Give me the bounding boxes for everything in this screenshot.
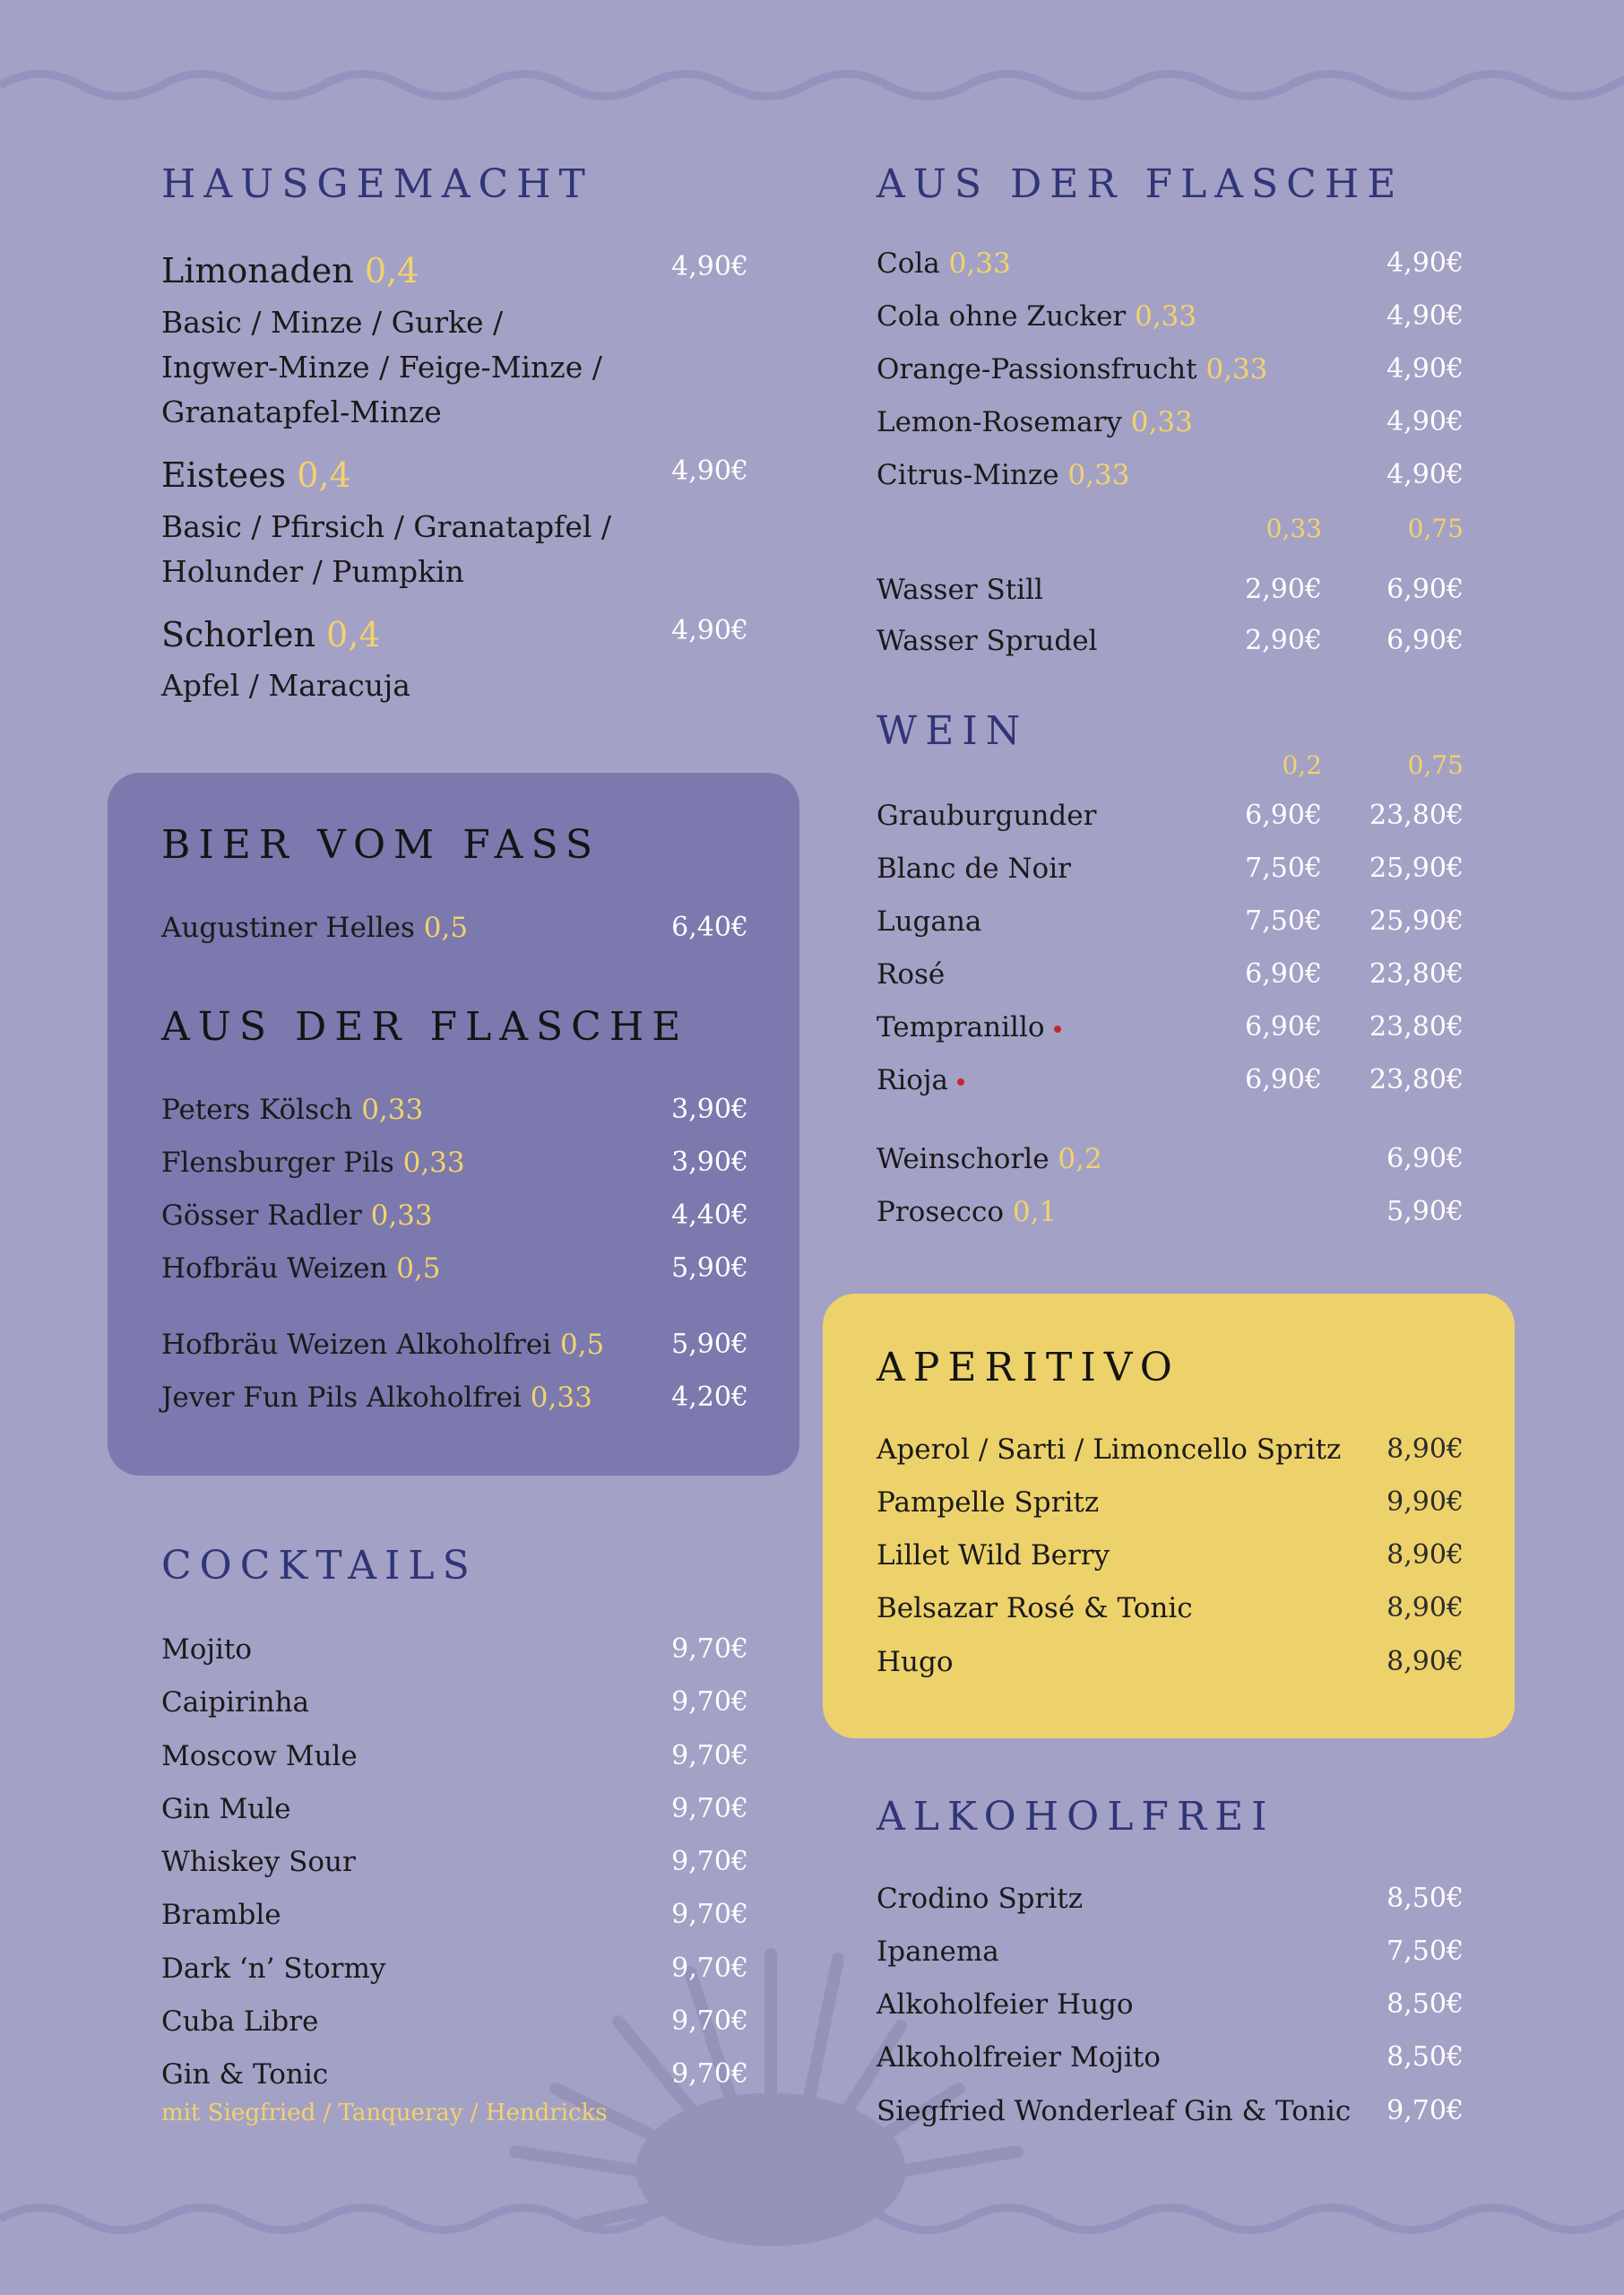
item-price: 4,90€ bbox=[671, 251, 748, 282]
menu-item-cola bbox=[877, 247, 1464, 283]
menu-item-siegfried-wonderleaf: Siegfried Wonderleaf Gin & Tonic 9,70€ bbox=[877, 2095, 1464, 2127]
item-price: 6,90€ bbox=[1386, 1143, 1464, 1174]
menu-item-orange-passionsfrucht bbox=[877, 353, 1464, 389]
item-price: 9,90€ bbox=[1386, 1486, 1464, 1518]
size-small: 0,2 bbox=[1282, 750, 1322, 780]
item-name: Gösser Radler bbox=[161, 1199, 362, 1232]
item-price: 5,90€ bbox=[671, 1329, 748, 1360]
item-price: 5,90€ bbox=[1386, 1196, 1464, 1227]
red-wine-dot-icon bbox=[1054, 1026, 1061, 1033]
item-size: 0,33 bbox=[361, 1094, 424, 1126]
top-wave bbox=[0, 74, 1624, 97]
item-price: 9,70€ bbox=[671, 1633, 748, 1665]
item-size: 0,33 bbox=[1205, 353, 1268, 385]
item-size: 0,4 bbox=[364, 251, 419, 290]
menu-item-citrus-minze bbox=[877, 459, 1464, 495]
menu-item-lugana: Lugana 7,50€ 25,90€ bbox=[877, 905, 1464, 938]
menu-item-alkoholfreier-hugo: Alkoholfeier Hugo 8,50€ bbox=[877, 1988, 1464, 2021]
menu-item-flensburger bbox=[161, 1147, 748, 1182]
hausgemacht-heading: HAUSGEMACHT bbox=[161, 161, 593, 207]
menu-item-blanc-de-noir: Blanc de Noir 7,50€ 25,90€ bbox=[877, 853, 1464, 885]
limonaden-flavors bbox=[161, 300, 602, 435]
item-price: 9,70€ bbox=[671, 1740, 748, 1771]
size-small: 0,33 bbox=[1266, 514, 1322, 543]
item-name: Weinschorle bbox=[877, 1143, 1050, 1175]
item-price: 9,70€ bbox=[671, 2005, 748, 2037]
item-price: 4,90€ bbox=[1386, 353, 1464, 385]
wein-section bbox=[877, 704, 1464, 1242]
item-size: 0,33 bbox=[370, 1199, 433, 1232]
item-size: 0,33 bbox=[1135, 300, 1197, 333]
item-price: 4,90€ bbox=[1386, 247, 1464, 279]
size-large: 0,75 bbox=[1407, 750, 1464, 780]
menu-item-alkoholfreier-mojito: Alkoholfreier Mojito 8,50€ bbox=[877, 2041, 1464, 2074]
hausgemacht-section bbox=[161, 152, 748, 726]
item-price: 4,90€ bbox=[671, 615, 748, 646]
price-large: 6,90€ bbox=[1386, 625, 1464, 656]
wein-size-header bbox=[877, 750, 1464, 786]
item-price: 4,90€ bbox=[1386, 406, 1464, 437]
item-name: Augustiner Helles bbox=[161, 912, 415, 944]
aperitivo-heading: APERITIVO bbox=[877, 1345, 1180, 1390]
price-large: 6,90€ bbox=[1386, 574, 1464, 605]
flasche-heading: AUS DER FLASCHE bbox=[877, 161, 1404, 207]
bier-vom-fass-heading: BIER VOM FASS bbox=[161, 822, 601, 868]
item-price: 4,90€ bbox=[1386, 459, 1464, 490]
menu-item-limonaden bbox=[161, 251, 748, 290]
price-small: 2,90€ bbox=[1245, 574, 1322, 605]
menu-item-tempranillo bbox=[877, 1011, 1464, 1047]
item-name: Rioja bbox=[877, 1064, 949, 1096]
item-size: 0,2 bbox=[1058, 1143, 1102, 1175]
item-name: Schorlen bbox=[161, 615, 315, 654]
menu-item-wasser-sprudel: Wasser Sprudel 2,90€ 6,90€ bbox=[877, 625, 1464, 657]
item-name: Hofbräu Weizen Alkoholfrei bbox=[161, 1329, 552, 1361]
alkoholfrei-section bbox=[877, 1788, 1464, 2147]
menu-item-hofbraeu-weizen bbox=[161, 1252, 748, 1288]
price-large: 25,90€ bbox=[1369, 905, 1464, 937]
menu-item-schorlen bbox=[161, 615, 748, 654]
price-large: 23,80€ bbox=[1369, 800, 1464, 831]
price-small: 6,90€ bbox=[1245, 1011, 1322, 1043]
item-name: Cola bbox=[877, 247, 940, 280]
menu-item-weinschorle bbox=[877, 1143, 1464, 1179]
schorlen-flavors bbox=[161, 663, 410, 708]
item-price: 8,90€ bbox=[1386, 1646, 1464, 1677]
menu-item-bramble: Bramble 9,70€ bbox=[161, 1899, 748, 1931]
price-small: 7,50€ bbox=[1245, 853, 1322, 884]
item-name: Tempranillo bbox=[877, 1011, 1045, 1044]
menu-item-lemon-rosemary bbox=[877, 406, 1464, 442]
menu-item-prosecco bbox=[877, 1196, 1464, 1232]
item-price: 9,70€ bbox=[671, 1793, 748, 1824]
menu-item-hofbraeu-alkoholfrei bbox=[161, 1329, 748, 1364]
item-price: 9,70€ bbox=[671, 1846, 748, 1877]
price-small: 2,90€ bbox=[1245, 625, 1322, 656]
price-large: 23,80€ bbox=[1369, 958, 1464, 990]
item-price: 8,90€ bbox=[1386, 1592, 1464, 1624]
item-price: 7,50€ bbox=[1386, 1936, 1464, 1967]
item-size: 0,33 bbox=[948, 247, 1011, 280]
item-size: 0,5 bbox=[423, 912, 469, 944]
price-small: 6,90€ bbox=[1245, 800, 1322, 831]
item-size: 0,5 bbox=[396, 1252, 441, 1285]
cocktails-heading: COCKTAILS bbox=[161, 1543, 478, 1589]
item-price: 8,50€ bbox=[1386, 2041, 1464, 2073]
aperitivo-panel bbox=[877, 1294, 1464, 1738]
item-name: Peters Kölsch bbox=[161, 1094, 353, 1126]
item-price: 4,90€ bbox=[671, 455, 748, 487]
menu-item-caipirinha: Caipirinha 9,70€ bbox=[161, 1686, 748, 1719]
price-large: 23,80€ bbox=[1369, 1011, 1464, 1043]
item-price: 4,40€ bbox=[671, 1199, 748, 1231]
menu-item-goesser-radler bbox=[161, 1199, 748, 1235]
menu-item-cola-zero bbox=[877, 300, 1464, 336]
item-size: 0,4 bbox=[297, 455, 351, 495]
water-size-header bbox=[877, 514, 1464, 550]
red-wine-dot-icon bbox=[957, 1078, 964, 1086]
flavor-line: Basic / Minze / Gurke / bbox=[161, 305, 504, 340]
item-name: Citrus-Minze bbox=[877, 459, 1059, 491]
item-price: 5,90€ bbox=[671, 1252, 748, 1284]
menu-item-gin-tonic: Gin & Tonic 9,70€ bbox=[161, 2058, 748, 2091]
item-name: Orange-Passionsfrucht bbox=[877, 353, 1197, 385]
menu-item-grauburgunder: Grauburgunder 6,90€ 23,80€ bbox=[877, 800, 1464, 832]
flavor-line: Holunder / Pumpkin bbox=[161, 554, 464, 589]
price-small: 6,90€ bbox=[1245, 1064, 1322, 1096]
item-price: 3,90€ bbox=[671, 1094, 748, 1125]
item-size: 0,33 bbox=[1130, 406, 1193, 438]
flavor-line: Apfel / Maracuja bbox=[161, 668, 410, 703]
flavor-line: Basic / Pfirsich / Granatapfel / bbox=[161, 509, 612, 544]
price-large: 23,80€ bbox=[1369, 1064, 1464, 1096]
item-name: Limonaden bbox=[161, 251, 354, 290]
item-price: 9,70€ bbox=[671, 2058, 748, 2090]
bier-flasche-heading: AUS DER FLASCHE bbox=[161, 1004, 689, 1050]
menu-item-ipanema: Ipanema 7,50€ bbox=[877, 1936, 1464, 1968]
menu-item-moscow-mule: Moscow Mule 9,70€ bbox=[161, 1740, 748, 1772]
flavor-line: Ingwer-Minze / Feige-Minze / bbox=[161, 350, 602, 385]
alkoholfrei-heading: ALKOHOLFREI bbox=[877, 1794, 1275, 1840]
menu-item-crodino-spritz: Crodino Spritz 8,50€ bbox=[877, 1883, 1464, 1915]
wein-heading: WEIN bbox=[877, 708, 1029, 754]
item-name: Lemon-Rosemary bbox=[877, 406, 1122, 438]
item-name: Hofbräu Weizen bbox=[161, 1252, 388, 1285]
item-price: 8,90€ bbox=[1386, 1433, 1464, 1465]
cocktails-section bbox=[161, 1537, 748, 2147]
item-name: Jever Fun Pils Alkoholfrei bbox=[161, 1381, 522, 1414]
item-name: Eistees bbox=[161, 455, 287, 495]
menu-item-jever-fun bbox=[161, 1381, 748, 1417]
item-size: 0,1 bbox=[1012, 1196, 1058, 1228]
item-price: 9,70€ bbox=[1386, 2095, 1464, 2126]
menu-item-gin-mule: Gin Mule 9,70€ bbox=[161, 1793, 748, 1825]
price-large: 25,90€ bbox=[1369, 853, 1464, 884]
item-name: Cola ohne Zucker bbox=[877, 300, 1127, 333]
item-name: Prosecco bbox=[877, 1196, 1004, 1228]
item-size: 0,33 bbox=[402, 1147, 465, 1179]
menu-item-peters-koelsch bbox=[161, 1094, 748, 1130]
menu-item-augustiner bbox=[161, 912, 748, 948]
flasche-section bbox=[877, 152, 1464, 663]
item-price: 9,70€ bbox=[671, 1686, 748, 1718]
gin-brands-note: mit Siegfried / Tanqueray / Hendricks bbox=[161, 2100, 608, 2126]
item-size: 0,4 bbox=[326, 615, 381, 654]
item-size: 0,5 bbox=[559, 1329, 605, 1361]
item-price: 8,90€ bbox=[1386, 1539, 1464, 1571]
size-large: 0,75 bbox=[1407, 514, 1464, 543]
menu-item-mojito: Mojito 9,70€ bbox=[161, 1633, 748, 1666]
item-price: 4,90€ bbox=[1386, 300, 1464, 332]
flavor-line: Granatapfel-Minze bbox=[161, 394, 442, 429]
item-price: 9,70€ bbox=[671, 1899, 748, 1930]
item-price: 9,70€ bbox=[671, 1953, 748, 1984]
item-price: 3,90€ bbox=[671, 1147, 748, 1178]
price-small: 6,90€ bbox=[1245, 958, 1322, 990]
menu-item-pampelle-spritz: Pampelle Spritz 9,90€ bbox=[877, 1486, 1464, 1519]
menu-item-rose: Rosé 6,90€ 23,80€ bbox=[877, 958, 1464, 991]
menu-item-eistees bbox=[161, 455, 748, 495]
menu-item-rioja bbox=[877, 1064, 1464, 1100]
item-size: 0,33 bbox=[1067, 459, 1130, 491]
eistees-flavors bbox=[161, 505, 611, 594]
menu-item-lillet-wild-berry: Lillet Wild Berry 8,90€ bbox=[877, 1539, 1464, 1572]
item-name: Flensburger Pils bbox=[161, 1147, 394, 1179]
menu-item-hugo: Hugo 8,90€ bbox=[877, 1646, 1464, 1678]
beer-panel bbox=[161, 773, 748, 1476]
menu-item-aperol-spritz: Aperol / Sarti / Limoncello Spritz 8,90€ bbox=[877, 1433, 1464, 1466]
menu-item-dark-n-stormy: Dark ‘n’ Stormy 9,70€ bbox=[161, 1953, 748, 1985]
menu-item-wasser-still: Wasser Still 2,90€ 6,90€ bbox=[877, 574, 1464, 606]
item-price: 8,50€ bbox=[1386, 1883, 1464, 1914]
price-small: 7,50€ bbox=[1245, 905, 1322, 937]
menu-item-belsazar: Belsazar Rosé & Tonic 8,90€ bbox=[877, 1592, 1464, 1624]
item-price: 8,50€ bbox=[1386, 1988, 1464, 2020]
item-price: 6,40€ bbox=[671, 912, 748, 943]
menu-item-whiskey-sour: Whiskey Sour 9,70€ bbox=[161, 1846, 748, 1878]
item-size: 0,33 bbox=[530, 1381, 592, 1414]
menu-item-cuba-libre: Cuba Libre 9,70€ bbox=[161, 2005, 748, 2038]
item-price: 4,20€ bbox=[671, 1381, 748, 1413]
